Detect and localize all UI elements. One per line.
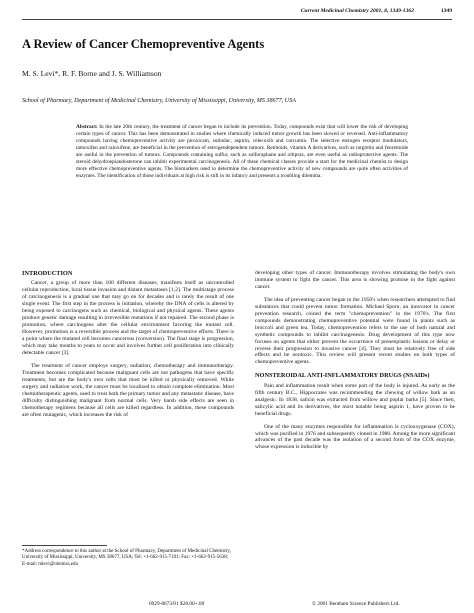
abstract-text: In the late 20th century, the treatment of cancer began to include its prevention. Today, compounds exist that will lower the risk of developing certain types of cancer. This has been demonstrated in studies where chemically induced tumor growth has been slowed or reversed. Anti-inflammatory compounds having chemopreventive activity are piroxicam, sulindac, aspirin, celecoxib and curcumin. The selective estrogen receptor modulators, tamoxifen and raloxifene, are beneficial in the prevention of estrogendependent tumors. Retinoids, vitamin A derivatives, such as targretin and fenretinide are useful in the prevention of tumors. Compounds containing sulfur, such as sulforaphane and oltipraz, are even useful as radioprotective agents. The steroid dehydroepiandosterone can inhibit experimental carcinogenesis. All of these chemical classes provide a start for the medicinal chemist to design more effective chemopreventive agents. The biomarkers used to determine the chemopreventive activity of new compounds are quite often activities of enzymes. The identification of those individuals at high risk is still in its infancy and presents a troubling dilemma. — [76, 124, 408, 180]
abstract-label: Abstract: — [76, 124, 98, 130]
paper-title: A Review of Cancer Chemopreventive Agents — [22, 37, 265, 51]
abstract — [76, 124, 408, 180]
copyright: © 2001 Bentham Science Publishers Ltd. — [312, 601, 400, 607]
intro-paragraph-2: The treatment of cancer employs surgery, radiation, chemotherapy and immunotherapy. Treatment becomes complicated because malignant cells are not pathogens that have specific treatments, but are the body's own cells that must be killed or physically removed. While surgery and radiation work, the cancer must be localized to obtain complete elimination. Most chemotherapeutic agents, used to treat both the primary tumor and any metastatic disease, have difficulty distinguishing malignant from normal cells. Very harsh side effects are seen in chemotherapy regimens because all cells are killed regardless. In addition, these compounds are often mutagenic, which increases the risk of — [22, 362, 234, 418]
running-header — [22, 8, 452, 18]
issn-price: 0929-8673/01 $28.00+.00 — [149, 601, 205, 607]
journal-citation: Current Medicinal Chemistry 2001, 8, 1349-1362 — [300, 8, 414, 14]
left-column — [22, 270, 234, 425]
right-column — [255, 270, 455, 457]
nsaids-paragraph-1: Pain and inflammation result when some part of the body is injured. As early as the fifth century B.C., Hippocrates was recommending the chewing of willow bark as an analgesic. In 1838, salicin was extracted from willow and poplar barks [5]. Since then, salicylic acid and its derivatives, the most notable being aspirin 1, have proven to be beneficial drugs. — [255, 382, 455, 417]
correspondence-footnote: *Address correspondence to this author at the School of Pharmacy, Department of Medicinal Chemistry, University of Mississippi, University, MS 38677, USA; Tel: +1-662-915-7101; Fax: +1-662-915-5638; E-mail: mlevi@olemiss.edu — [22, 549, 231, 567]
section-heading-introduction: INTRODUCTION — [22, 270, 73, 277]
affiliation: School of Pharmacy, Department of Medicinal Chemistry, University of Mississippi, University, MS 38677, USA — [22, 98, 296, 104]
history-paragraph: The idea of preventing cancer began in the 1950's when researchers attempted to find substances that could prevent tumor formation. Michael Sporn, an innovator in cancer prevention research, coined the term "chemoprevention" in the 1970's. The first compounds demonstrating chemopreventive potential were found in plants such as broccoli and green tea. Today, chemoprevention refers to the use of both natural and synthetic compounds to inhibit carcinogenesis. Drug development of this type now focuses on agents that either prevent the occurrence of preneoplastic lesions or delay or reverse their progression to invasive cancer [4]. They must be relatively free of side effects and be nontoxic. This review will present recent studies on both types of chemopreventive agents. — [255, 296, 455, 366]
header-rule — [22, 19, 452, 20]
page-number: 1349 — [440, 8, 452, 14]
section-heading-nsaids: NONSTEROIDAL ANTI-INFLAMMATORY DRUGS (NSAIDs) — [255, 372, 430, 380]
author-list: M. S. Levi*, R. F. Borne and J. S. Williamson — [22, 69, 162, 78]
nsaids-paragraph-2: One of the many enzymes responsible for inflammation is cyclooxygenase (COX), which was purified in 1976 and subsequently cloned in 1988. Among the more significant advances of the past decade was the isolation of a second form of the COX enzyme, whose expression is inducible by — [255, 423, 455, 451]
continued-paragraph: developing other types of cancer. Immunotherapy involves stimulating the body's own immune system to fight the cancer. This area is showing promise in the fight against cancer. — [255, 270, 455, 290]
footnote-rule — [22, 545, 107, 546]
intro-paragraph-1: Cancer, a group of more than 100 different diseases, manifests itself as uncontrolled cellular reproduction, local tissue invasion and distant metastases [1,2]. The multistage process of carcinogenesis is a gradual one that may go on for decades and is rarely the result of one single event. The first step in the process is initiation, whereby the DNA of cells is altered by being exposed to carcinogens such as chemical, biological and physical agents. These agents produce genetic damage resulting in irreversible mutations if not repaired. The second phase is promotion, where carcinogens alter the cellular environment favoring the mutant cell. However, promotion is a reversible process and the target of chemopreventive efforts. There is a point where the mutated cell becomes cancerous (conversion). The final stage is progression, which may take months to years to occur and involves further cell proliferation into clinically detectable cancer [3]. — [22, 280, 234, 356]
